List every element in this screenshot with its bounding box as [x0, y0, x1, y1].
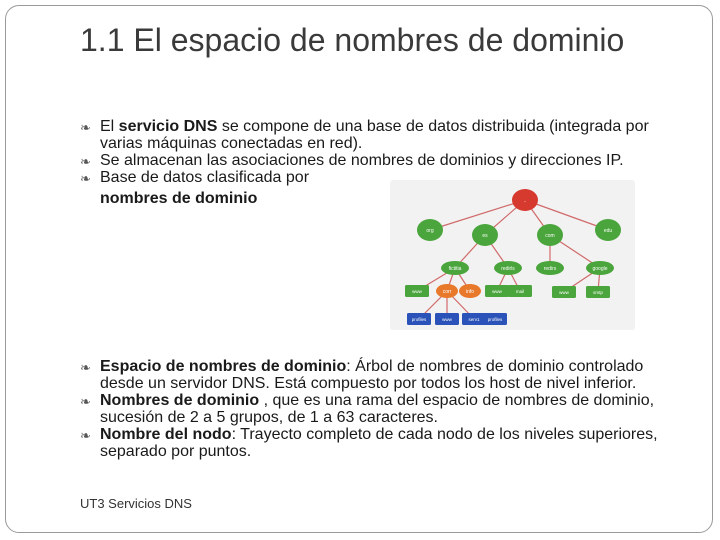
footer-text: UT3 Servicios DNS	[80, 496, 192, 511]
bullet-item	[80, 426, 680, 460]
bullet-bold-text: Espacio de nombres de dominio	[100, 358, 347, 375]
bullet-text: : Trayecto completo de cada nodo de los niveles superiores, separado por puntos.	[100, 426, 658, 460]
bullet-text: : Árbol de nombres de dominio controlado desde un servidor DNS. Está compuesto por todos los host de nivel inferior.	[100, 358, 644, 392]
tree-node-label: com	[545, 233, 555, 239]
tree-leaf-label: smtp	[593, 290, 603, 295]
slide-title: 1.1 El espacio de nombres de dominio	[80, 22, 625, 58]
tree-edge	[430, 200, 525, 230]
bullet-text: , que es una rama del espacio de nombres de dominio, sucesión de 2 a 5 grupos, de 1 a 63 caracteres.	[100, 392, 655, 426]
tree-leaf-label: profiles	[411, 317, 427, 322]
bullet-list-bottom	[80, 358, 680, 460]
tree-leaf-label: profiles	[487, 317, 503, 322]
bullet-text: se compone de una base de datos distribuida (integrada por varias máquinas conectadas en red).	[100, 118, 649, 152]
tree-node-label: fictitia	[448, 266, 462, 272]
tree-leaf-label: www	[412, 289, 422, 294]
bullet-bold-text: servicio DNS	[118, 118, 218, 135]
tree-leaf-label: www	[492, 289, 502, 294]
bullet-bold-text: Nombres de dominio	[100, 392, 260, 409]
bullet-item	[80, 392, 680, 426]
bullet-leaf-icon: ❧	[80, 360, 91, 375]
tree-leaf-label: mail	[515, 289, 525, 294]
bullet-leaf-icon: ❧	[80, 154, 91, 169]
tree-node-label: google	[592, 266, 608, 272]
bullet-item	[80, 358, 680, 392]
tree-node-label: corr	[442, 289, 452, 295]
tree-node-label: .	[524, 197, 526, 204]
bullet-leaf-icon: ❧	[80, 120, 91, 135]
tree-node-label: redirls	[501, 266, 515, 272]
bullet-leaf-icon: ❧	[80, 428, 91, 443]
bullet-text: Se almacenan las asociaciones de nombres de dominios y direcciones IP.	[100, 152, 624, 169]
dns-tree-diagram	[390, 180, 635, 330]
bullet-text: Base de datos clasificada por	[100, 169, 310, 186]
bullet-item	[80, 118, 680, 152]
tree-node-label: redirs	[543, 266, 557, 272]
tree-node-label: org	[426, 228, 434, 234]
bullet-text: El	[100, 118, 119, 135]
tree-node-label: es	[482, 233, 488, 239]
bullet-bold-text: nombres de dominio	[100, 190, 258, 207]
bullet-item	[80, 152, 680, 169]
bullet-bold-text: Nombre del nodo	[100, 426, 232, 443]
tree-node-label: info	[465, 289, 475, 295]
bullet-leaf-icon: ❧	[80, 171, 91, 186]
bullet-leaf-icon: ❧	[80, 394, 91, 409]
tree-node-label: edu	[603, 228, 613, 234]
tree-leaf-label: serv1	[468, 317, 480, 322]
tree-edge	[525, 200, 608, 230]
tree-leaf-label: www	[442, 317, 452, 322]
tree-leaf-label: www	[559, 290, 569, 295]
